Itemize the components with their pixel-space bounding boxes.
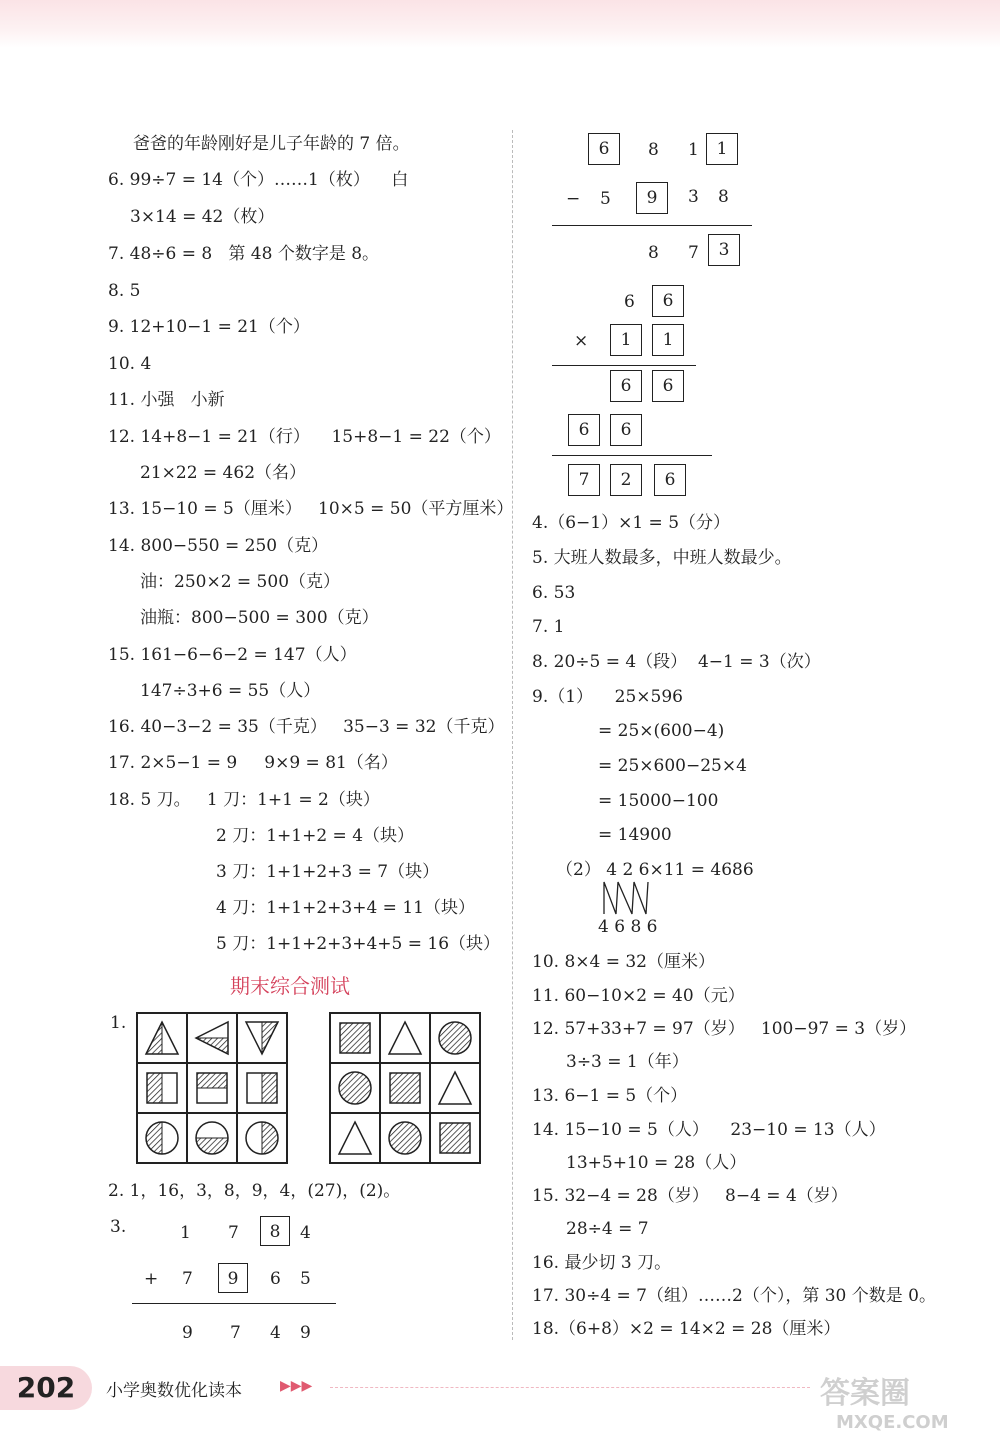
digit: 1 <box>688 140 699 160</box>
answer-box: 6 <box>610 370 642 402</box>
shaded-circle-icon <box>435 1018 475 1058</box>
column-divider <box>512 130 514 1340</box>
answer-line: 15. 32−4 = 28（岁） 8−4 = 4（岁） <box>532 1186 848 1206</box>
digit: 5 <box>300 1269 311 1289</box>
answer-box: 6 <box>610 414 642 446</box>
grid-cell <box>430 1013 480 1063</box>
answer-box: 7 <box>568 464 600 496</box>
answer-line: 油瓶：800−500 = 300（克） <box>140 608 379 628</box>
answer-line: 油：250×2 = 500（克） <box>140 572 341 592</box>
zigzag-lines <box>596 880 666 916</box>
grid-cell <box>237 1113 287 1163</box>
answer-box: 6 <box>654 464 686 496</box>
sum-line <box>132 1303 336 1304</box>
answer-line: 28÷4 = 7 <box>566 1219 649 1239</box>
answer-box: 6 <box>568 414 600 446</box>
grid-cell <box>187 1063 237 1113</box>
arrow-decoration-icon: ▶▶▶ <box>280 1378 313 1394</box>
half-shaded-triangle-icon <box>142 1018 182 1058</box>
answer-box: 8 <box>260 1216 290 1246</box>
triangle-icon <box>385 1018 425 1058</box>
answer-line: 6. 53 <box>532 583 576 603</box>
half-shaded-circle-icon <box>142 1118 182 1158</box>
answer-line: = 25×(600−4) <box>598 721 725 741</box>
answer-line: 12. 57+33+7 = 97（岁） 100−97 = 3（岁） <box>532 1019 917 1039</box>
answer-line: 17. 2×5−1 = 9 9×9 = 81（名） <box>108 753 398 773</box>
operator: − <box>566 189 581 209</box>
answer-line: 4 刀：1+1+2+3+4 = 11（块） <box>216 898 475 918</box>
book-title: 小学奥数优化读本 <box>106 1381 242 1401</box>
top-color-band <box>0 0 1000 48</box>
digit: 5 <box>600 189 611 209</box>
answer-line: 6. 99÷7 = 14（个）……1（枚） 白 <box>108 170 409 190</box>
grid-cell <box>187 1013 237 1063</box>
grid-cell <box>237 1063 287 1113</box>
half-shaded-triangle-icon <box>242 1018 282 1058</box>
pattern-grid-2 <box>329 1012 481 1164</box>
answer-line: 10. 8×4 = 32（厘米） <box>532 952 715 972</box>
answer-line: 3÷3 = 1（年） <box>566 1052 689 1072</box>
grid-cell <box>187 1113 237 1163</box>
answer-box: 6 <box>652 285 684 317</box>
operator: × <box>574 331 589 351</box>
shaded-square-icon <box>385 1068 425 1108</box>
digit: 6 <box>270 1269 281 1289</box>
grid-cell <box>237 1013 287 1063</box>
difference-line <box>552 225 752 226</box>
product-line <box>552 365 696 366</box>
half-shaded-circle-icon <box>192 1118 232 1158</box>
section-title: 期末综合测试 <box>230 974 350 998</box>
grid-cell <box>380 1013 430 1063</box>
answer-line: 13. 15−10 = 5（厘米） 10×5 = 50（平方厘米） <box>108 499 514 519</box>
watermark: 答案圈 <box>820 1376 910 1411</box>
grid-cell <box>380 1063 430 1113</box>
answer-line: 8. 5 <box>108 281 141 301</box>
answer-line: 13. 6−1 = 5（个） <box>532 1086 688 1106</box>
half-shaded-circle-icon <box>242 1118 282 1158</box>
grid-cell <box>430 1063 480 1113</box>
answer-line: = 25×600−25×4 <box>598 756 747 776</box>
answer-line: 4 6 8 6 <box>598 917 658 937</box>
answer-line: 7. 48÷6 = 8 第 48 个数字是 8。 <box>108 244 380 264</box>
answer-line: 16. 40−3−2 = 35（千克） 35−3 = 32（千克） <box>108 717 505 737</box>
answer-line: 13+5+10 = 28（人） <box>566 1153 747 1173</box>
half-shaded-square-icon <box>242 1068 282 1108</box>
digit: 8 <box>648 140 659 160</box>
footer-divider <box>330 1387 810 1388</box>
question-number: 3. <box>110 1217 127 1237</box>
shaded-square-icon <box>435 1118 475 1158</box>
answer-line: 10. 4 <box>108 354 152 374</box>
answer-line: （2） 4 2 6×11 = 4686 <box>556 860 754 880</box>
digit: 8 <box>648 243 659 263</box>
answer-box: 6 <box>652 370 684 402</box>
shaded-circle-icon <box>335 1068 375 1108</box>
grid-cell <box>330 1113 380 1163</box>
answer-line: 14. 15−10 = 5（人） 23−10 = 13（人） <box>532 1120 886 1140</box>
half-shaded-square-icon <box>142 1068 182 1108</box>
shaded-circle-icon <box>385 1118 425 1158</box>
answer-line: 9.（1） 25×596 <box>532 687 683 707</box>
answer-line: 21×22 = 462（名） <box>140 463 307 483</box>
digit: 7 <box>228 1223 239 1243</box>
digit: 4 <box>270 1323 281 1343</box>
answer-line: 14. 800−550 = 250（克） <box>108 536 329 556</box>
answer-line: 3 刀：1+1+2+3 = 7（块） <box>216 862 440 882</box>
answer-line: 12. 14+8−1 = 21（行） 15+8−1 = 22（个） <box>108 427 501 447</box>
answer-box: 6 <box>588 133 620 165</box>
answer-line: 11. 小强 小新 <box>108 390 225 410</box>
answer-line: 18. 5 刀。 1 刀：1+1 = 2（块） <box>108 790 380 810</box>
answer-line: 147÷3+6 = 55（人） <box>140 681 321 701</box>
digit: 7 <box>182 1269 193 1289</box>
answer-line: 11. 60−10×2 = 40（元） <box>532 986 745 1006</box>
watermark-url: MXQE.COM <box>836 1412 949 1433</box>
digit: 4 <box>300 1223 311 1243</box>
grid-cell <box>380 1113 430 1163</box>
answer-box: 1 <box>610 324 642 356</box>
grid-cell <box>137 1113 187 1163</box>
answer-box: 9 <box>218 1263 248 1293</box>
answer-line: = 15000−100 <box>598 791 719 811</box>
grid-cell <box>137 1013 187 1063</box>
pattern-grid-1 <box>136 1012 288 1164</box>
grid-cell <box>430 1113 480 1163</box>
answer-line: 18.（6+8）×2 = 14×2 = 28（厘米） <box>532 1319 841 1339</box>
answer-line: 9. 12+10−1 = 21（个） <box>108 317 310 337</box>
answer-box: 9 <box>636 182 668 214</box>
answer-line: 5. 大班人数最多，中班人数最少。 <box>532 548 792 568</box>
half-shaded-triangle-icon <box>192 1018 232 1058</box>
triangle-icon <box>335 1118 375 1158</box>
answer-line: = 14900 <box>598 825 672 845</box>
half-shaded-square-icon <box>192 1068 232 1108</box>
answer-line: 7. 1 <box>532 617 565 637</box>
shaded-square-icon <box>335 1018 375 1058</box>
answer-line: 8. 20÷5 = 4（段） 4−1 = 3（次） <box>532 652 821 672</box>
digit: 9 <box>300 1323 311 1343</box>
answer-line: 3×14 = 42（枚） <box>130 207 275 227</box>
digit: 3 <box>688 187 699 207</box>
answer-line: 2. 1，16，3，8，9，4，(27)，(2)。 <box>108 1181 401 1201</box>
digit: 1 <box>180 1223 191 1243</box>
digit: 9 <box>182 1323 193 1343</box>
answer-line: 4.（6−1）×1 = 5（分） <box>532 513 731 533</box>
answer-box: 2 <box>610 464 642 496</box>
digit: 6 <box>624 292 635 312</box>
answer-box: 1 <box>706 133 738 165</box>
sum-line <box>552 455 712 456</box>
digit: 7 <box>688 243 699 263</box>
operator: + <box>144 1269 159 1289</box>
grid-cell <box>330 1063 380 1113</box>
grid-cell <box>137 1063 187 1113</box>
answer-line: 爸爸的年龄刚好是儿子年龄的 7 倍。 <box>133 134 410 154</box>
answer-box: 1 <box>652 324 684 356</box>
answer-line: 5 刀：1+1+2+3+4+5 = 16（块） <box>216 934 501 954</box>
digit: 8 <box>718 187 729 207</box>
grid-cell <box>330 1013 380 1063</box>
answer-line: 17. 30÷4 = 7（组）……2（个），第 30 个数是 0。 <box>532 1286 936 1306</box>
digit: 7 <box>230 1323 241 1343</box>
page-number: 202 <box>0 1366 92 1410</box>
triangle-icon <box>435 1068 475 1108</box>
answer-box: 3 <box>708 234 740 266</box>
answer-line: 2 刀：1+1+2 = 4（块） <box>216 826 415 846</box>
question-number: 1. <box>110 1013 127 1033</box>
answer-line: 15. 161−6−6−2 = 147（人） <box>108 645 357 665</box>
answer-line: 16. 最少切 3 刀。 <box>532 1253 672 1273</box>
